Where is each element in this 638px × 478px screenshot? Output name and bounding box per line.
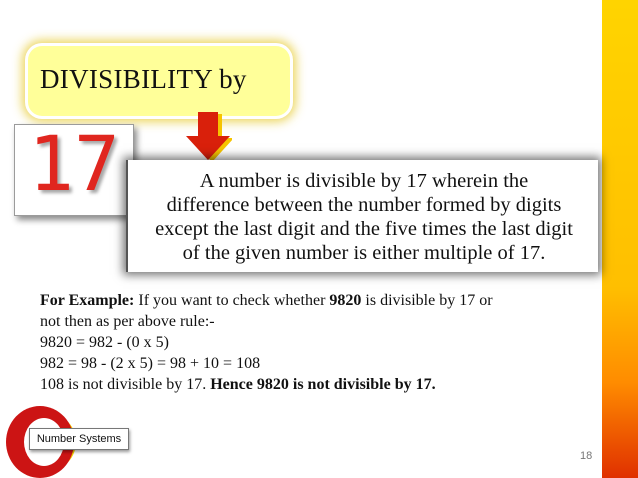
example-intro-line2: not then as per above rule:-	[40, 313, 215, 330]
rule-box	[126, 160, 598, 272]
example-intro-text-2: is divisible by 17 or	[361, 292, 493, 309]
rule-line: difference between the number formed by digits	[166, 194, 562, 216]
rule-line: of the given number is either multiple of 17.	[182, 242, 546, 264]
example-conclusion-text: 108 is not divisible by 17.	[40, 376, 211, 393]
side-gradient-bar	[602, 0, 638, 478]
slide-title: DIVISIBILITY by	[40, 64, 247, 94]
example-step-1: 9820 = 982 - (0 x 5)	[40, 334, 170, 351]
example-conclusion-bold: Hence 9820 is not divisible by 17.	[210, 376, 436, 393]
example-label: For Example:	[40, 292, 135, 309]
example-step-2: 982 = 98 - (2 x 5) = 98 + 10 = 108	[40, 355, 261, 372]
rule-line: except the last digit and the five times the last digit	[155, 218, 573, 240]
rule-line: A number is divisible by 17 wherein the	[199, 170, 529, 192]
title-box	[28, 46, 290, 116]
down-arrow-icon	[184, 112, 232, 162]
example-block	[40, 290, 595, 395]
footer-label: Number Systems	[29, 428, 129, 450]
example-intro	[40, 290, 595, 311]
example-number: 9820	[329, 292, 362, 309]
example-conclusion	[40, 374, 595, 395]
rule-text	[134, 169, 594, 265]
divisor-number: 17	[28, 119, 120, 208]
divisor-number-box	[14, 119, 134, 216]
page-number: 18	[580, 450, 593, 462]
example-intro-text: If you want to check whether	[134, 292, 330, 309]
